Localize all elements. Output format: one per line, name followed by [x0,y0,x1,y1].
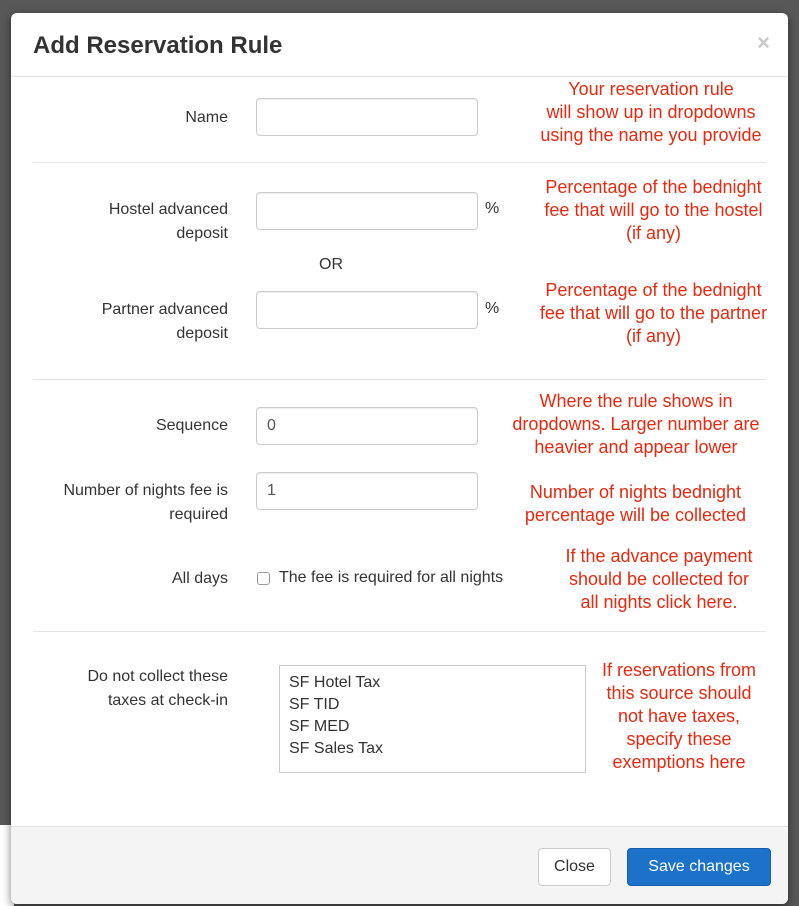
hostel-deposit-label: Hostel advanced deposit [108,201,228,242]
annotation-name: Your reservation rule will show up in dropdowns using the name you provide [540,79,762,145]
close-icon[interactable]: × [757,30,770,55]
nights-input[interactable] [256,472,478,510]
close-button[interactable]: Close [538,848,611,886]
annotation-sequence: Where the rule shows in dropdowns. Larger number are heavier and appear lower [512,391,760,457]
annotation-taxes: If reservations from this source should not have taxes, specify these exemptions here [601,660,757,772]
partner-deposit-input[interactable] [256,291,478,329]
annotation-nights: Number of nights bednight percentage will be collected [524,482,747,525]
tax-option[interactable]: SF MED [289,718,350,735]
modal-title: Add Reservation Rule [33,32,283,59]
tax-option[interactable]: SF Hotel Tax [289,674,381,691]
hostel-deposit-input[interactable] [256,192,478,230]
annotation-all-days: If the advance payment should be collected for all nights click here. [565,546,753,612]
all-days-checkbox-label[interactable]: The fee is required for all nights [279,569,504,586]
name-label: Name [185,109,228,126]
sequence-input[interactable] [256,407,478,445]
divider [33,162,766,163]
nights-label: Number of nights fee is required [63,482,228,523]
tax-option[interactable]: SF TID [289,696,340,713]
modal-header [11,13,788,77]
tax-exemptions-select[interactable] [279,665,586,773]
name-input[interactable] [256,98,478,136]
all-days-checkbox-row[interactable] [257,569,503,587]
annotation-partner: Percentage of the bednight fee that will go to the partner (if any) [539,280,768,346]
all-days-checkbox[interactable] [257,572,270,585]
taxes-label: Do not collect these taxes at check-in [87,668,228,709]
add-reservation-rule-modal [11,13,788,904]
sequence-label: Sequence [155,417,228,434]
all-days-label: All days [171,570,228,587]
annotation-hostel: Percentage of the bednight fee that will go to the hostel (if any) [544,177,763,243]
partner-deposit-label: Partner advanced deposit [101,301,228,342]
tax-option[interactable]: SF Sales Tax [289,740,383,757]
partner-percent-sign: % [485,300,500,317]
or-separator-text: OR [319,256,343,273]
hostel-percent-sign: % [485,200,500,217]
divider [33,631,766,632]
divider [33,379,766,380]
save-changes-button[interactable]: Save changes [627,848,771,886]
